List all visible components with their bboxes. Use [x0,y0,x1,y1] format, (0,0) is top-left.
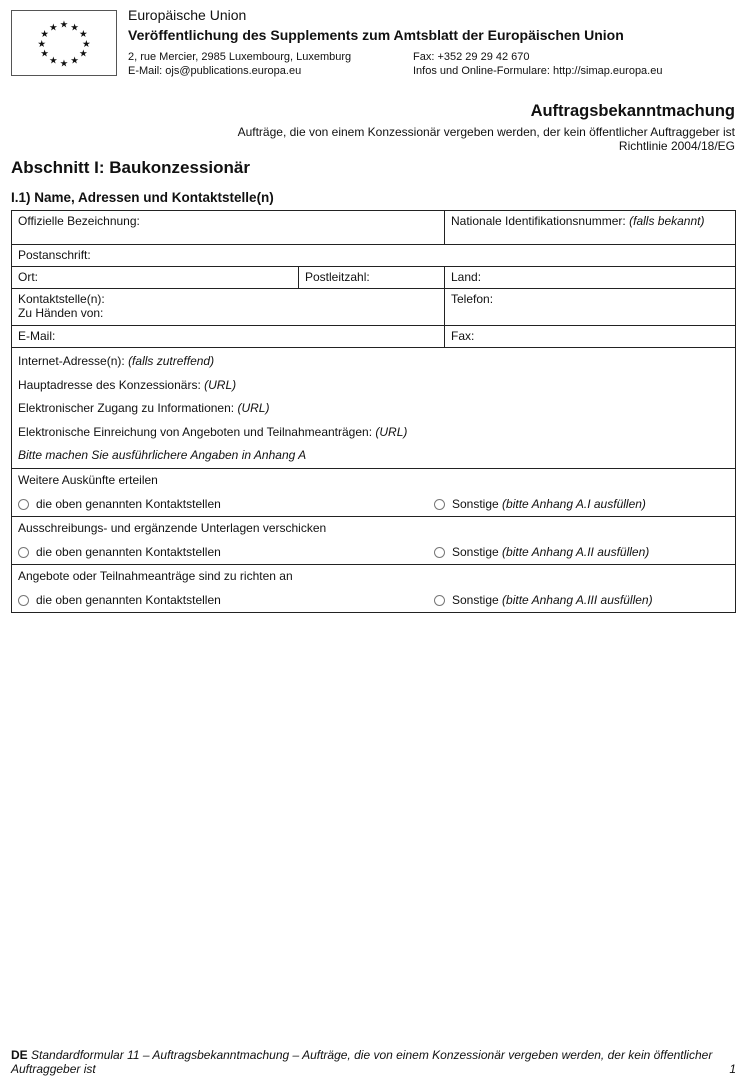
notice-directive: Richtlinie 2004/18/EG [618,139,735,153]
email-label: E-Mail: [18,329,56,343]
postal-code-label: Postleitzahl: [305,270,370,284]
further-info-block [12,469,735,516]
documents-opt1-label: die oben genannten Kontaktstellen [36,545,221,560]
documents-opt2-note: (bitte Anhang A.II ausfüllen) [502,545,650,560]
documents-options [18,540,729,564]
eu-stars-icon [12,11,116,75]
svg-text:★: ★ [70,22,80,34]
official-name-label: Offizielle Bezeichnung: [18,214,140,228]
national-id-field[interactable] [444,211,735,244]
attention-label: Zu Händen von: [18,306,104,320]
further-info-title: Weitere Auskünfte erteilen [18,473,158,488]
contact-form-table [11,210,736,613]
info-access-note: (URL) [237,401,270,416]
submissions-opt1-label: die oben genannten Kontaktstellen [36,593,221,608]
postal-address-label: Postanschrift: [18,248,91,262]
svg-text:★: ★ [48,55,58,67]
internet-note: (falls zutreffend) [128,354,215,368]
submission-label: Elektronische Einreichung von Angeboten und Teilnahmeanträgen: [18,424,373,439]
row-contact [12,288,735,325]
submissions-options [18,588,729,612]
submissions-opt2-note: (bitte Anhang A.III ausfüllen) [502,593,653,608]
fax-field[interactable] [444,326,735,347]
svg-text:★: ★ [48,22,58,34]
page-number: 1 [729,1062,736,1076]
footer-language: DE [11,1048,28,1062]
documents-block [12,517,735,564]
radio-icon[interactable] [18,499,29,510]
info-access-url-field[interactable] [18,400,729,424]
notice-subtitle-text: Aufträge, die von einem Konzessionär vergeben werden, der kein öffentlicher Auftraggeber ist [237,125,735,139]
national-id-note: (falls bekannt) [629,214,705,228]
footer-text: Standardformular 11 – Auftragsbekanntmachung – Aufträge, die von einem Konzessionär vergeben werden, der kein öffentlicher Auftraggeber ist [11,1048,713,1076]
submission-note: (URL) [375,424,408,439]
header-fax: Fax: +352 29 29 42 670 [413,51,530,63]
row-email [12,325,735,347]
svg-text:★: ★ [81,38,91,50]
subsection-heading: I.1) Name, Adressen und Kontaktstelle(n) [11,190,274,205]
further-info-radio-other[interactable] [434,497,646,511]
postal-code-field[interactable] [298,267,444,288]
svg-text:★: ★ [59,19,69,31]
official-name-field[interactable] [12,211,444,244]
submission-url-field[interactable] [18,424,729,448]
documents-title: Ausschreibungs- und ergänzende Unterlagen verschicken [18,521,327,536]
main-address-note: (URL) [204,377,237,392]
town-field[interactable] [12,267,298,288]
further-info-opt1-label: die oben genannten Kontaktstellen [36,497,221,512]
row-internet [12,347,735,468]
header-org: Europäische Union [128,7,247,23]
annex-hint: Bitte machen Sie ausführlichere Angaben in Anhang A [18,448,307,463]
header-infos: Infos und Online-Formulare: http://simap.europa.eu [413,65,663,77]
eu-flag-icon [11,10,117,76]
svg-text:★: ★ [79,29,88,41]
svg-text:★: ★ [70,55,80,67]
header-publication: Veröffentlichung des Supplements zum Amtsblatt der Europäischen Union [128,27,624,43]
row-official-name [12,211,735,244]
country-label: Land: [451,270,482,284]
further-info-options [18,492,729,516]
page-footer [11,1048,736,1076]
further-info-opt2-label: Sonstige [452,497,499,512]
row-documents [12,516,735,564]
header-email: E-Mail: ojs@publications.europa.eu [128,65,302,77]
svg-text:★: ★ [79,48,88,60]
row-postal-address [12,244,735,266]
contact-points-field[interactable] [12,289,444,325]
submissions-title: Angebote oder Teilnahmeanträge sind zu richten an [18,569,293,584]
internet-label: Internet-Adresse(n): [18,354,125,368]
submissions-block [12,565,735,612]
notice-title: Auftragsbekanntmachung [530,102,735,120]
telephone-field[interactable] [444,289,735,325]
further-info-opt2-note: (bitte Anhang A.I ausfüllen) [502,497,646,512]
town-label: Ort: [18,270,38,284]
notice-subtitle [238,125,735,153]
main-address-url-field[interactable] [18,377,729,401]
svg-text:★: ★ [59,58,69,70]
national-id-label: Nationale Identifikationsnummer: [451,214,626,228]
radio-icon[interactable] [434,547,445,558]
info-access-label: Elektronischer Zugang zu Informationen: [18,401,235,416]
svg-text:★: ★ [40,48,49,60]
row-town [12,266,735,288]
email-field[interactable] [12,326,444,347]
internet-label-line [18,353,729,377]
header-address: 2, rue Mercier, 2985 Luxembourg, Luxemburg [128,51,352,63]
documents-radio-other[interactable] [434,545,649,559]
contact-points-label: Kontaktstelle(n): [18,292,105,306]
submissions-radio-other[interactable] [434,593,653,607]
postal-address-field[interactable] [12,245,735,266]
telephone-label: Telefon: [451,292,494,306]
country-field[interactable] [444,267,735,288]
row-further-info [12,468,735,516]
svg-text:★: ★ [40,29,49,41]
svg-text:★: ★ [37,38,47,50]
fax-label: Fax: [451,329,475,343]
main-address-label: Hauptadresse des Konzessionärs: [18,377,201,392]
section-heading: Abschnitt I: Baukonzessionär [11,158,250,177]
submissions-opt2-label: Sonstige [452,593,499,608]
row-submissions [12,564,735,612]
radio-icon[interactable] [18,595,29,606]
documents-opt2-label: Sonstige [452,545,499,560]
radio-icon[interactable] [434,595,445,606]
internet-addresses-block [12,348,735,468]
radio-icon[interactable] [18,547,29,558]
radio-icon[interactable] [434,499,445,510]
